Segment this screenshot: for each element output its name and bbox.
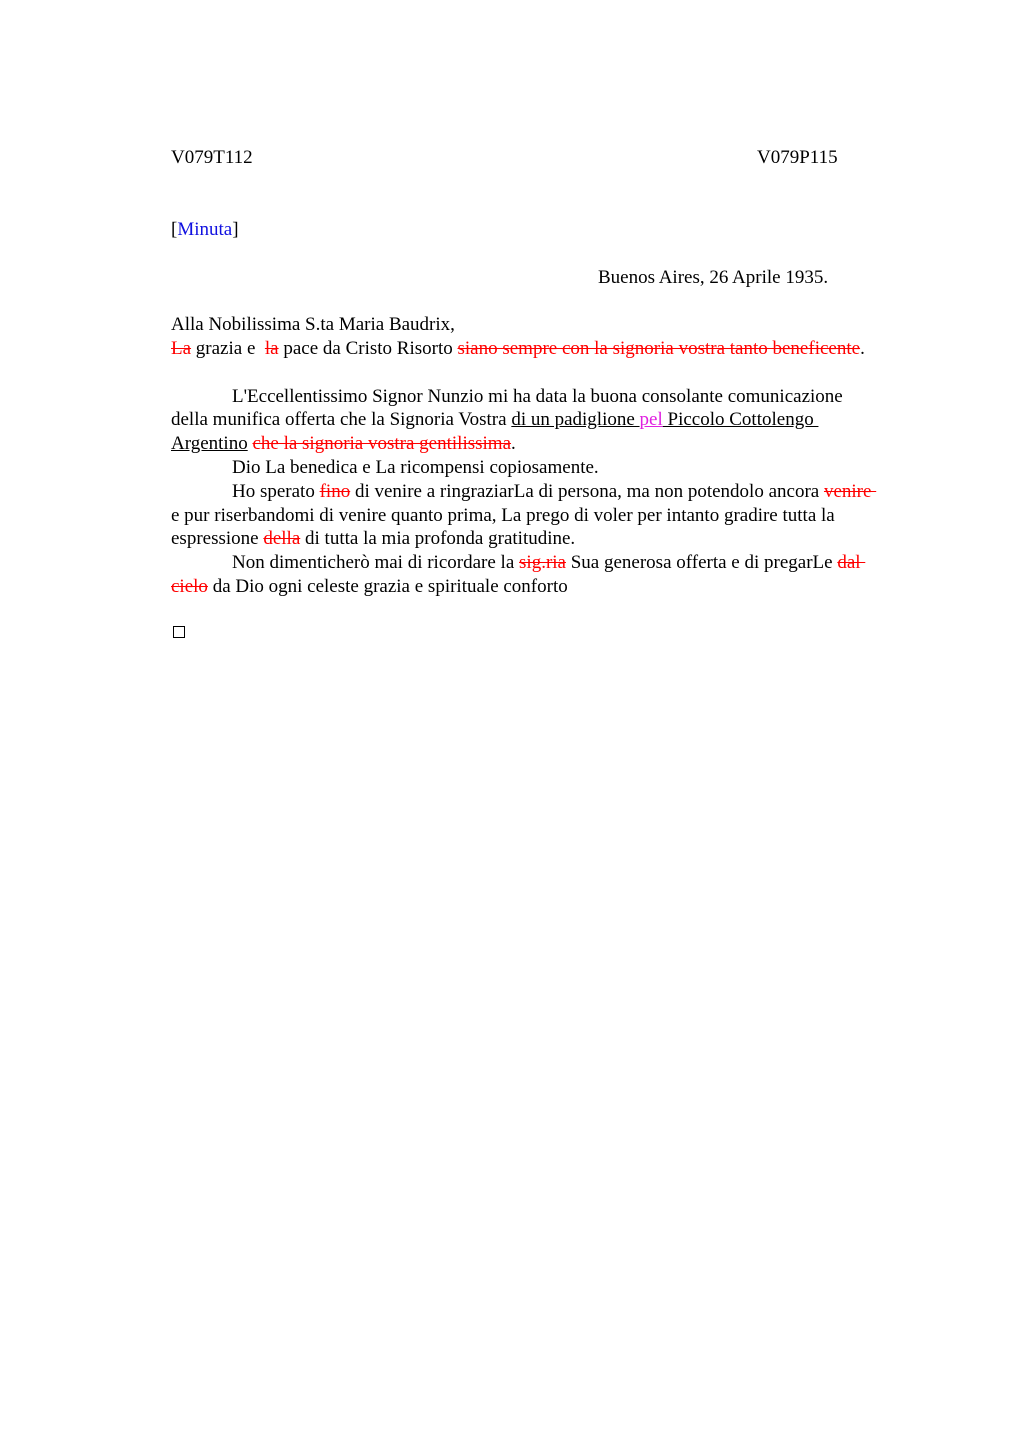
underlined-text: di un padiglione (511, 409, 640, 430)
deleted-text: cielo (171, 576, 208, 597)
deleted-text: fino (319, 481, 351, 502)
text-run: espressione (171, 528, 264, 549)
place-date: Buenos Aires, 26 Aprile 1935. (598, 267, 829, 288)
paragraph-3-line-2: e pur riserbandomi di venire quanto prima, La prego di voler per intanto gradire tutta la (171, 505, 835, 526)
paragraph-1-line-2 (171, 408, 818, 432)
address-line: Alla Nobilissima S.ta Maria Baudrix, (171, 314, 455, 335)
note-close-bracket: ] (232, 219, 239, 240)
document-code-left: V079T112 (171, 147, 253, 168)
note-text: Minuta (177, 219, 233, 240)
underlined-text: Argentino (171, 433, 248, 454)
text-run: di venire a ringraziarLa di persona, ma non potendolo ancora (350, 481, 824, 502)
text-run: Ho sperato (232, 481, 320, 502)
deleted-text: la (264, 338, 279, 359)
checkbox-square-icon (173, 626, 185, 638)
deleted-text: siano sempre con la signoria vostra tanto beneficente (457, 338, 861, 359)
text-run: . (511, 433, 516, 454)
underlined-text: Piccolo Cottolengo (662, 409, 819, 430)
note-label (171, 218, 239, 242)
paragraph-4-line-2 (171, 575, 568, 599)
greeting-line (171, 337, 865, 361)
text-run: di tutta la mia profonda gratitudine. (300, 528, 576, 549)
deleted-text: che la signoria vostra gentilissima (252, 433, 512, 454)
text-run: grazia e (191, 338, 265, 359)
document-code-right: V079P115 (757, 147, 838, 168)
deleted-text: dal (837, 552, 866, 573)
deleted-text: La (171, 338, 192, 359)
text-run: Non dimenticherò mai di ricordare la (232, 552, 520, 573)
deleted-text: sig.ria (519, 552, 566, 573)
paragraph-1-line-1: L'Eccellentissimo Signor Nunzio mi ha data la buona consolante comunicazione (232, 386, 843, 407)
paragraph-3-line-3 (171, 527, 575, 551)
paragraph-3-line-1 (232, 480, 876, 504)
text-run: Sua generosa offerta e di pregarLe (565, 552, 838, 573)
inserted-text: pel (639, 409, 663, 430)
paragraph-4-line-1 (232, 551, 865, 575)
deleted-text: venire (823, 481, 877, 502)
text-run: della munifica offerta che la Signoria Vostra (171, 409, 512, 430)
note-open-bracket: [ (171, 219, 178, 240)
text-run: pace da Cristo Risorto (278, 338, 458, 359)
text-run: . (860, 338, 865, 359)
paragraph-2: Dio La benedica e La ricompensi copiosamente. (232, 457, 599, 478)
deleted-text: della (263, 528, 301, 549)
paragraph-1-line-3 (171, 432, 516, 456)
text-run: da Dio ogni celeste grazia e spirituale conforto (207, 576, 568, 597)
